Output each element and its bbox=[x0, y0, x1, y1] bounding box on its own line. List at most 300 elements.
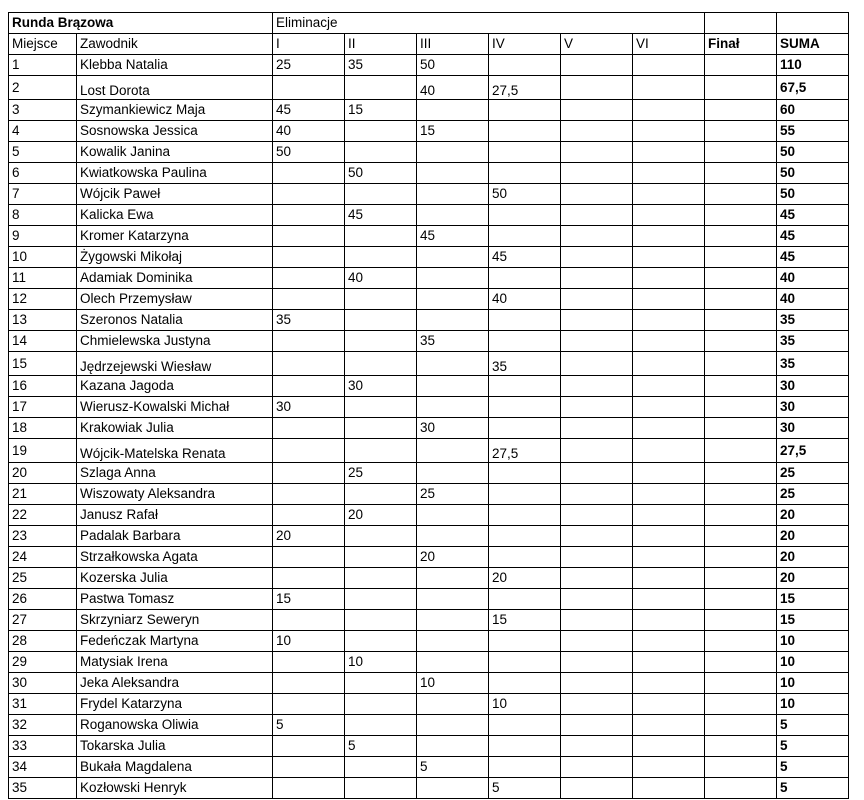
name-cell: Matysiak Irena bbox=[77, 652, 273, 673]
round-5-cell bbox=[561, 439, 633, 463]
final-cell bbox=[705, 736, 777, 757]
final-cell bbox=[705, 121, 777, 142]
round-3-cell bbox=[417, 778, 489, 799]
round-6-cell bbox=[633, 184, 705, 205]
round-3-cell bbox=[417, 205, 489, 226]
round-1-cell bbox=[273, 463, 345, 484]
table-row bbox=[9, 268, 849, 289]
round-4-cell: 50 bbox=[489, 184, 561, 205]
round-6-cell bbox=[633, 418, 705, 439]
place-cell: 22 bbox=[9, 505, 77, 526]
final-cell bbox=[705, 247, 777, 268]
round-5-cell bbox=[561, 331, 633, 352]
round-3-cell: 30 bbox=[417, 418, 489, 439]
round-2-cell bbox=[345, 439, 417, 463]
round-1-cell bbox=[273, 268, 345, 289]
round-1-cell bbox=[273, 439, 345, 463]
round-3-cell: 15 bbox=[417, 121, 489, 142]
table-row bbox=[9, 331, 849, 352]
final-cell bbox=[705, 226, 777, 247]
final-cell bbox=[705, 331, 777, 352]
table-row bbox=[9, 100, 849, 121]
round-1-cell: 25 bbox=[273, 55, 345, 76]
round-header-3: III bbox=[417, 34, 489, 55]
round-3-cell bbox=[417, 439, 489, 463]
final-cell bbox=[705, 778, 777, 799]
name-cell: Kwiatkowska Paulina bbox=[77, 163, 273, 184]
round-2-cell bbox=[345, 121, 417, 142]
round-5-cell bbox=[561, 418, 633, 439]
sum-cell: 50 bbox=[777, 184, 849, 205]
final-cell bbox=[705, 652, 777, 673]
place-cell: 7 bbox=[9, 184, 77, 205]
sum-cell: 60 bbox=[777, 100, 849, 121]
round-4-cell bbox=[489, 163, 561, 184]
round-4-cell bbox=[489, 55, 561, 76]
round-4-cell: 15 bbox=[489, 610, 561, 631]
round-3-cell bbox=[417, 463, 489, 484]
sum-cell: 55 bbox=[777, 121, 849, 142]
eliminations-header: Eliminacje bbox=[273, 13, 705, 34]
place-cell: 27 bbox=[9, 610, 77, 631]
table-row bbox=[9, 310, 849, 331]
table-row bbox=[9, 568, 849, 589]
table-row bbox=[9, 184, 849, 205]
sum-cell: 15 bbox=[777, 589, 849, 610]
round-3-cell bbox=[417, 100, 489, 121]
place-cell: 34 bbox=[9, 757, 77, 778]
round-header-2: II bbox=[345, 34, 417, 55]
round-6-cell bbox=[633, 526, 705, 547]
place-cell: 18 bbox=[9, 418, 77, 439]
final-cell bbox=[705, 715, 777, 736]
round-5-cell bbox=[561, 352, 633, 376]
name-cell: Lost Dorota bbox=[77, 76, 273, 100]
sum-cell: 110 bbox=[777, 55, 849, 76]
round-4-cell: 20 bbox=[489, 568, 561, 589]
round-3-cell: 50 bbox=[417, 55, 489, 76]
final-cell bbox=[705, 757, 777, 778]
round-5-cell bbox=[561, 715, 633, 736]
round-5-cell bbox=[561, 547, 633, 568]
round-6-cell bbox=[633, 547, 705, 568]
round-1-cell bbox=[273, 163, 345, 184]
round-3-cell bbox=[417, 142, 489, 163]
sum-cell: 30 bbox=[777, 376, 849, 397]
round-2-cell: 50 bbox=[345, 163, 417, 184]
name-cell: Sosnowska Jessica bbox=[77, 121, 273, 142]
sum-cell: 35 bbox=[777, 310, 849, 331]
table-row bbox=[9, 352, 849, 376]
round-6-cell bbox=[633, 121, 705, 142]
round-4-cell: 45 bbox=[489, 247, 561, 268]
round-4-cell bbox=[489, 376, 561, 397]
sum-cell: 25 bbox=[777, 484, 849, 505]
round-4-cell bbox=[489, 226, 561, 247]
place-cell: 5 bbox=[9, 142, 77, 163]
round-1-cell bbox=[273, 673, 345, 694]
round-1-cell bbox=[273, 418, 345, 439]
round-3-cell bbox=[417, 715, 489, 736]
name-cell: Żygowski Mikołaj bbox=[77, 247, 273, 268]
table-row bbox=[9, 142, 849, 163]
round-6-cell bbox=[633, 463, 705, 484]
sum-cell: 45 bbox=[777, 226, 849, 247]
round-1-cell bbox=[273, 184, 345, 205]
place-cell: 23 bbox=[9, 526, 77, 547]
round-1-cell bbox=[273, 694, 345, 715]
sum-cell: 5 bbox=[777, 715, 849, 736]
round-2-cell bbox=[345, 589, 417, 610]
name-cell: Olech Przemysław bbox=[77, 289, 273, 310]
round-1-cell bbox=[273, 652, 345, 673]
final-header-blank bbox=[705, 13, 777, 34]
round-1-cell bbox=[273, 205, 345, 226]
round-1-cell bbox=[273, 76, 345, 100]
round-2-cell bbox=[345, 247, 417, 268]
place-cell: 9 bbox=[9, 226, 77, 247]
round-5-cell bbox=[561, 268, 633, 289]
table-row bbox=[9, 736, 849, 757]
round-6-cell bbox=[633, 757, 705, 778]
place-cell: 35 bbox=[9, 778, 77, 799]
round-6-cell bbox=[633, 397, 705, 418]
round-2-cell bbox=[345, 568, 417, 589]
round-4-cell bbox=[489, 268, 561, 289]
table-row bbox=[9, 289, 849, 310]
round-1-cell: 15 bbox=[273, 589, 345, 610]
round-5-cell bbox=[561, 247, 633, 268]
round-1-cell: 35 bbox=[273, 310, 345, 331]
place-cell: 26 bbox=[9, 589, 77, 610]
sum-cell: 30 bbox=[777, 397, 849, 418]
table-row bbox=[9, 376, 849, 397]
round-3-cell: 5 bbox=[417, 757, 489, 778]
round-5-cell bbox=[561, 55, 633, 76]
round-2-cell bbox=[345, 694, 417, 715]
final-cell bbox=[705, 610, 777, 631]
round-4-cell bbox=[489, 757, 561, 778]
sum-cell: 50 bbox=[777, 163, 849, 184]
place-cell: 3 bbox=[9, 100, 77, 121]
round-6-cell bbox=[633, 694, 705, 715]
round-3-cell bbox=[417, 247, 489, 268]
round-4-cell bbox=[489, 526, 561, 547]
round-1-cell: 20 bbox=[273, 526, 345, 547]
name-cell: Kalicka Ewa bbox=[77, 205, 273, 226]
round-2-cell: 20 bbox=[345, 505, 417, 526]
round-3-cell bbox=[417, 289, 489, 310]
round-3-cell: 20 bbox=[417, 547, 489, 568]
round-2-cell: 35 bbox=[345, 55, 417, 76]
table-row bbox=[9, 673, 849, 694]
round-2-cell bbox=[345, 526, 417, 547]
round-1-cell bbox=[273, 289, 345, 310]
place-cell: 4 bbox=[9, 121, 77, 142]
round-5-cell bbox=[561, 778, 633, 799]
round-1-cell bbox=[273, 226, 345, 247]
name-cell: Krakowiak Julia bbox=[77, 418, 273, 439]
place-cell: 6 bbox=[9, 163, 77, 184]
round-3-cell bbox=[417, 568, 489, 589]
name-cell: Pastwa Tomasz bbox=[77, 589, 273, 610]
round-1-cell bbox=[273, 247, 345, 268]
name-cell: Adamiak Dominika bbox=[77, 268, 273, 289]
final-cell bbox=[705, 505, 777, 526]
round-6-cell bbox=[633, 331, 705, 352]
round-4-cell: 27,5 bbox=[489, 439, 561, 463]
round-2-cell bbox=[345, 418, 417, 439]
place-cell: 21 bbox=[9, 484, 77, 505]
place-cell: 33 bbox=[9, 736, 77, 757]
place-cell: 29 bbox=[9, 652, 77, 673]
round-2-cell bbox=[345, 76, 417, 100]
round-header-4: IV bbox=[489, 34, 561, 55]
round-2-cell bbox=[345, 757, 417, 778]
round-header-6: VI bbox=[633, 34, 705, 55]
round-3-cell bbox=[417, 526, 489, 547]
round-3-cell: 45 bbox=[417, 226, 489, 247]
round-3-cell: 10 bbox=[417, 673, 489, 694]
final-cell bbox=[705, 163, 777, 184]
place-cell: 8 bbox=[9, 205, 77, 226]
table-row bbox=[9, 463, 849, 484]
place-cell: 24 bbox=[9, 547, 77, 568]
name-header: Zawodnik bbox=[77, 34, 273, 55]
round-2-cell bbox=[345, 289, 417, 310]
round-2-cell bbox=[345, 226, 417, 247]
round-1-cell bbox=[273, 484, 345, 505]
round-4-cell bbox=[489, 736, 561, 757]
round-5-cell bbox=[561, 397, 633, 418]
final-cell bbox=[705, 376, 777, 397]
round-1-cell bbox=[273, 778, 345, 799]
final-cell bbox=[705, 463, 777, 484]
round-3-cell bbox=[417, 163, 489, 184]
round-5-cell bbox=[561, 289, 633, 310]
sum-cell: 25 bbox=[777, 463, 849, 484]
round-6-cell bbox=[633, 505, 705, 526]
round-6-cell bbox=[633, 484, 705, 505]
round-6-cell bbox=[633, 268, 705, 289]
round-2-cell bbox=[345, 142, 417, 163]
sum-cell: 30 bbox=[777, 418, 849, 439]
table-row bbox=[9, 757, 849, 778]
name-cell: Kromer Katarzyna bbox=[77, 226, 273, 247]
round-6-cell bbox=[633, 610, 705, 631]
round-5-cell bbox=[561, 142, 633, 163]
round-1-cell bbox=[273, 610, 345, 631]
name-cell: Kozerska Julia bbox=[77, 568, 273, 589]
final-cell bbox=[705, 142, 777, 163]
table-row bbox=[9, 631, 849, 652]
sum-cell: 40 bbox=[777, 268, 849, 289]
round-1-cell bbox=[273, 331, 345, 352]
table-row bbox=[9, 439, 849, 463]
round-4-cell bbox=[489, 142, 561, 163]
round-2-cell bbox=[345, 610, 417, 631]
sum-cell: 35 bbox=[777, 331, 849, 352]
final-cell bbox=[705, 589, 777, 610]
round-6-cell bbox=[633, 778, 705, 799]
final-cell bbox=[705, 55, 777, 76]
name-cell: Roganowska Oliwia bbox=[77, 715, 273, 736]
final-cell bbox=[705, 418, 777, 439]
round-2-cell: 15 bbox=[345, 100, 417, 121]
sum-cell: 15 bbox=[777, 610, 849, 631]
place-cell: 12 bbox=[9, 289, 77, 310]
round-4-cell bbox=[489, 418, 561, 439]
round-3-cell: 35 bbox=[417, 331, 489, 352]
round-5-cell bbox=[561, 226, 633, 247]
round-1-cell bbox=[273, 547, 345, 568]
round-1-cell: 50 bbox=[273, 142, 345, 163]
name-cell: Klebba Natalia bbox=[77, 55, 273, 76]
round-3-cell bbox=[417, 631, 489, 652]
final-cell bbox=[705, 310, 777, 331]
final-cell bbox=[705, 268, 777, 289]
round-1-cell bbox=[273, 736, 345, 757]
table-row bbox=[9, 652, 849, 673]
column-header-row bbox=[9, 34, 849, 55]
place-cell: 16 bbox=[9, 376, 77, 397]
table-row bbox=[9, 589, 849, 610]
table-row bbox=[9, 418, 849, 439]
sum-cell: 45 bbox=[777, 247, 849, 268]
sum-cell: 20 bbox=[777, 568, 849, 589]
name-cell: Wierusz-Kowalski Michał bbox=[77, 397, 273, 418]
sum-cell: 10 bbox=[777, 694, 849, 715]
round-2-cell: 25 bbox=[345, 463, 417, 484]
sum-cell: 40 bbox=[777, 289, 849, 310]
round-2-cell bbox=[345, 352, 417, 376]
final-header: Finał bbox=[705, 34, 777, 55]
sum-cell: 5 bbox=[777, 757, 849, 778]
round-4-cell bbox=[489, 397, 561, 418]
name-cell: Bukała Magdalena bbox=[77, 757, 273, 778]
round-5-cell bbox=[561, 310, 633, 331]
round-4-cell: 40 bbox=[489, 289, 561, 310]
round-5-cell bbox=[561, 736, 633, 757]
round-4-cell bbox=[489, 589, 561, 610]
round-4-cell bbox=[489, 463, 561, 484]
round-3-cell bbox=[417, 352, 489, 376]
round-5-cell bbox=[561, 484, 633, 505]
round-6-cell bbox=[633, 76, 705, 100]
final-cell bbox=[705, 673, 777, 694]
round-1-cell bbox=[273, 568, 345, 589]
round-4-cell bbox=[489, 631, 561, 652]
round-4-cell bbox=[489, 121, 561, 142]
table-row bbox=[9, 226, 849, 247]
round-1-cell bbox=[273, 757, 345, 778]
name-cell: Jeka Aleksandra bbox=[77, 673, 273, 694]
round-2-cell: 45 bbox=[345, 205, 417, 226]
round-4-cell bbox=[489, 673, 561, 694]
round-5-cell bbox=[561, 673, 633, 694]
sum-cell: 20 bbox=[777, 547, 849, 568]
final-cell bbox=[705, 526, 777, 547]
final-cell bbox=[705, 205, 777, 226]
table-row bbox=[9, 55, 849, 76]
round-2-cell: 30 bbox=[345, 376, 417, 397]
round-5-cell bbox=[561, 184, 633, 205]
table-row bbox=[9, 715, 849, 736]
table-row bbox=[9, 526, 849, 547]
round-2-cell: 5 bbox=[345, 736, 417, 757]
table-row bbox=[9, 610, 849, 631]
sum-cell: 5 bbox=[777, 778, 849, 799]
final-cell bbox=[705, 439, 777, 463]
round-2-cell bbox=[345, 673, 417, 694]
round-4-cell: 5 bbox=[489, 778, 561, 799]
round-4-cell bbox=[489, 715, 561, 736]
round-2-cell bbox=[345, 184, 417, 205]
round-5-cell bbox=[561, 526, 633, 547]
name-cell: Szymankiewicz Maja bbox=[77, 100, 273, 121]
round-header-5: V bbox=[561, 34, 633, 55]
place-cell: 31 bbox=[9, 694, 77, 715]
final-cell bbox=[705, 694, 777, 715]
round-3-cell bbox=[417, 505, 489, 526]
name-cell: Kazana Jagoda bbox=[77, 376, 273, 397]
round-1-cell: 30 bbox=[273, 397, 345, 418]
round-6-cell bbox=[633, 100, 705, 121]
table-row bbox=[9, 778, 849, 799]
place-cell: 14 bbox=[9, 331, 77, 352]
name-cell: Jędrzejewski Wiesław bbox=[77, 352, 273, 376]
name-cell: Kowalik Janina bbox=[77, 142, 273, 163]
round-6-cell bbox=[633, 673, 705, 694]
sum-cell: 10 bbox=[777, 631, 849, 652]
round-6-cell bbox=[633, 439, 705, 463]
round-5-cell bbox=[561, 610, 633, 631]
round-4-cell: 35 bbox=[489, 352, 561, 376]
place-cell: 30 bbox=[9, 673, 77, 694]
table-row bbox=[9, 163, 849, 184]
sum-cell: 35 bbox=[777, 352, 849, 376]
final-cell bbox=[705, 631, 777, 652]
round-6-cell bbox=[633, 352, 705, 376]
round-1-cell bbox=[273, 352, 345, 376]
round-3-cell bbox=[417, 376, 489, 397]
round-5-cell bbox=[561, 652, 633, 673]
round-4-cell bbox=[489, 205, 561, 226]
table-row bbox=[9, 205, 849, 226]
round-3-cell: 40 bbox=[417, 76, 489, 100]
round-5-cell bbox=[561, 505, 633, 526]
round-5-cell bbox=[561, 100, 633, 121]
name-cell: Janusz Rafał bbox=[77, 505, 273, 526]
round-6-cell bbox=[633, 226, 705, 247]
round-3-cell bbox=[417, 268, 489, 289]
round-2-cell bbox=[345, 715, 417, 736]
round-1-cell bbox=[273, 376, 345, 397]
sum-cell: 20 bbox=[777, 526, 849, 547]
name-cell: Fedeńczak Martyna bbox=[77, 631, 273, 652]
final-cell bbox=[705, 484, 777, 505]
round-3-cell bbox=[417, 589, 489, 610]
title-row bbox=[9, 13, 849, 34]
round-1-cell: 10 bbox=[273, 631, 345, 652]
round-1-cell: 40 bbox=[273, 121, 345, 142]
round-5-cell bbox=[561, 76, 633, 100]
final-cell bbox=[705, 352, 777, 376]
table-row bbox=[9, 397, 849, 418]
round-3-cell bbox=[417, 184, 489, 205]
place-header: Miejsce bbox=[9, 34, 77, 55]
round-2-cell bbox=[345, 547, 417, 568]
